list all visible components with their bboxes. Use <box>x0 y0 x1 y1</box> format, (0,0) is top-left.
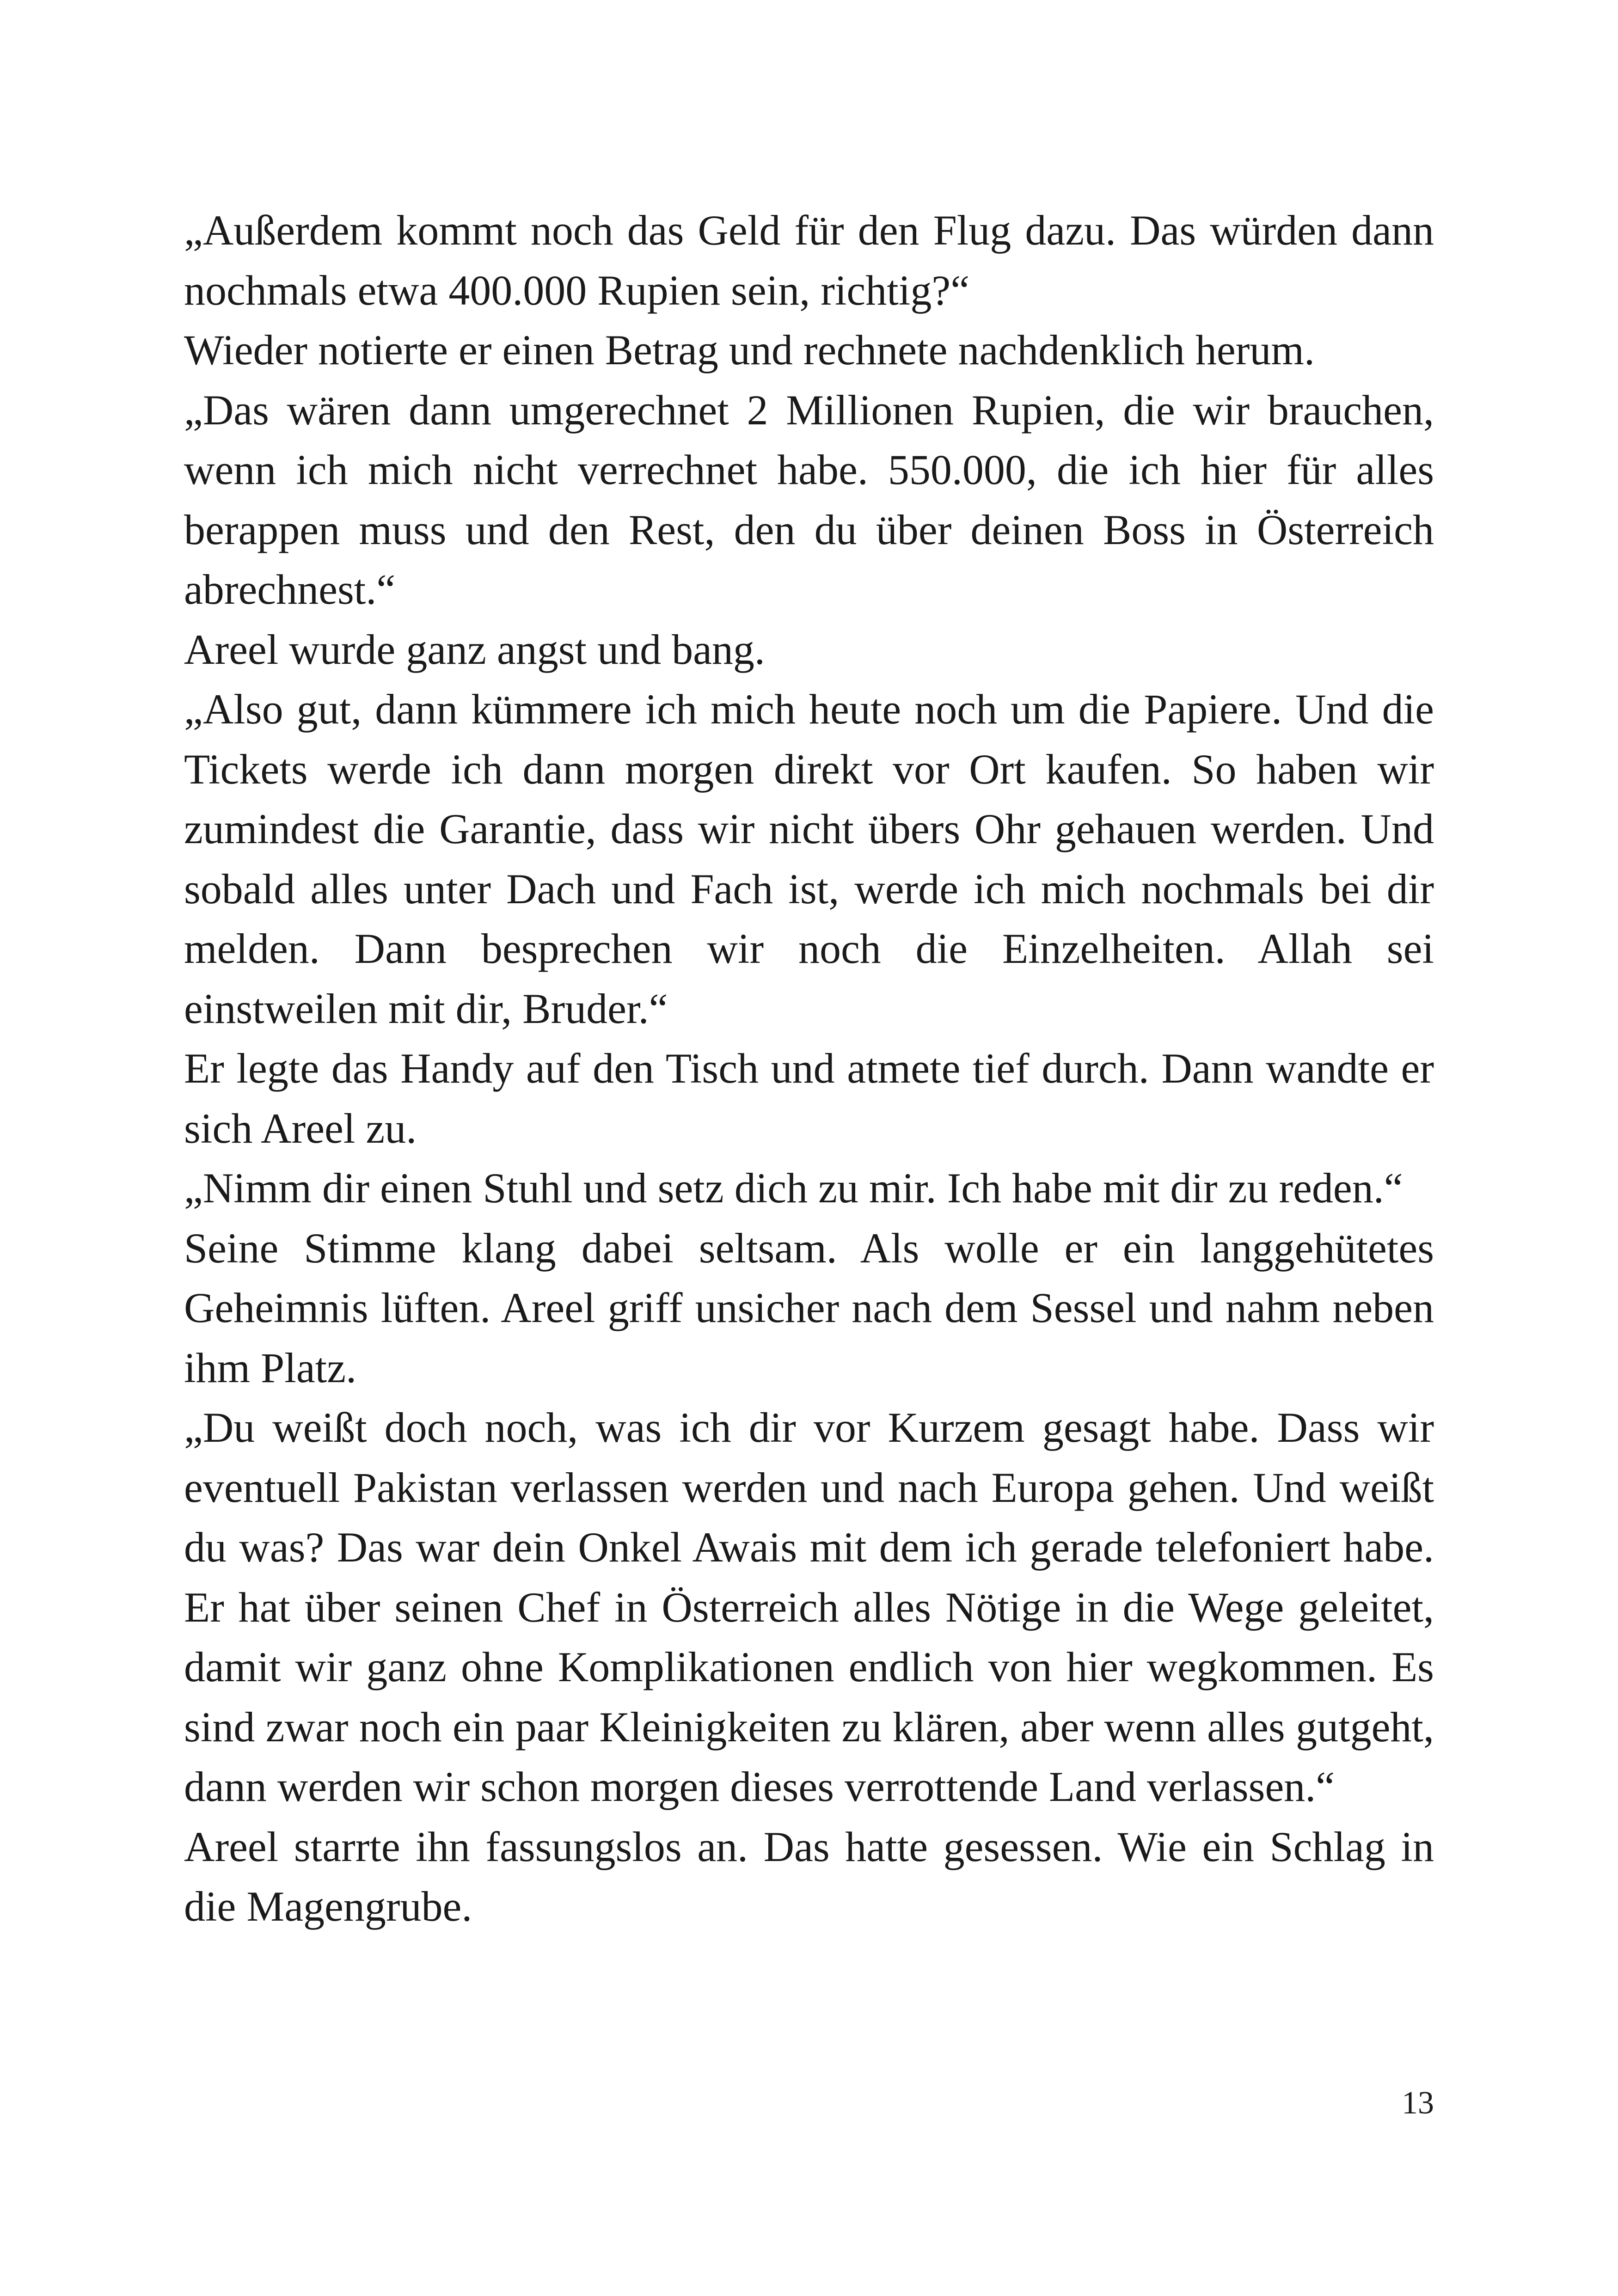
paragraph-10: Areel starrte ihn fassungslos an. Das hatte gesessen. Wie ein Schlag in die Magengrube. <box>184 1823 1434 1930</box>
paragraph-9: „Du weißt doch noch, was ich dir vor Kurzem gesagt habe. Dass wir eventuell Pakistan verlassen werden und nach Europa gehen. Und weißt du was? Das war dein Onkel Awais mit dem ich gerade telefoniert habe. Er hat über seinen Chef in Österreich alles Nötige in die Wege geleitet, damit wir ganz ohne Komplikationen endlich von hier wegkommen. Es sind zwar noch ein paar Kleinigkeiten zu klären, aber wenn alles gutgeht, dann werden wir schon morgen dieses verrottende Land verlassen.“ <box>184 1404 1434 1810</box>
body-text <box>184 201 1434 1937</box>
paragraph-1: „Außerdem kommt noch das Geld für den Flug dazu. Das würden dann nochmals etwa 400.000 Rupien sein, richtig?“ <box>184 207 1434 314</box>
paragraph-4: Areel wurde ganz angst und bang. <box>184 625 765 673</box>
paragraph-6: Er legte das Handy auf den Tisch und atmete tief durch. Dann wandte er sich Areel zu. <box>184 1045 1434 1152</box>
paragraph-8: Seine Stimme klang dabei seltsam. Als wolle er ein langgehütetes Geheimnis lüften. Areel griff unsicher nach dem Sessel und nahm neben ihm Platz. <box>184 1224 1434 1391</box>
paragraph-5: „Also gut, dann kümmere ich mich heute noch um die Papiere. Und die Tickets werde ich dann morgen direkt vor Ort kaufen. So haben wir zumindest die Garantie, dass wir nicht übers Ohr gehauen werden. Und sobald alles unter Dach und Fach ist, werde ich mich nochmals bei dir melden. Dann besprechen wir noch die Einzelheiten. Allah sei einstweilen mit dir, Bruder.“ <box>184 686 1434 1032</box>
paragraph-3: „Das wären dann umgerechnet 2 Millionen Rupien, die wir brauchen, wenn ich mich nicht verrechnet habe. 550.000, die ich hier für alles berappen muss und den Rest, den du über deinen Boss in Österreich abrechnest.“ <box>184 386 1434 613</box>
paragraph-7: „Nimm dir einen Stuhl und setz dich zu mir. Ich habe mit dir zu reden.“ <box>184 1164 1403 1212</box>
page-number: 13 <box>1402 2085 1434 2121</box>
paragraph-2: Wieder notierte er einen Betrag und rechnete nachdenklich herum. <box>184 326 1315 373</box>
